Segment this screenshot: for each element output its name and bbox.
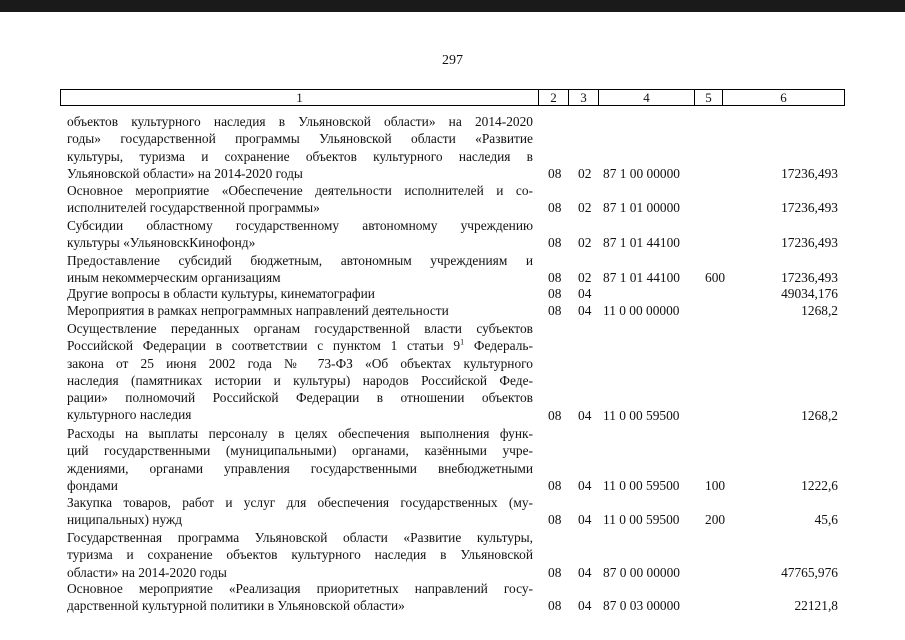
row-description (67, 252, 533, 287)
section-code: 08 (548, 564, 562, 580)
description-line-tail: Федераль- (464, 338, 533, 354)
description-line: рации» полномочий Российской Федерации в отношении объектов (67, 390, 533, 406)
row-description (67, 529, 533, 581)
description-line: Мероприятия в рамках непрограммных направлений деятельности (67, 303, 449, 318)
amount: 1268,2 (801, 303, 838, 318)
section-code: 08 (548, 165, 562, 181)
section-code: 08 (548, 512, 562, 528)
row-description (67, 182, 533, 217)
subsection-code: 04 (578, 477, 592, 493)
description-line: культуры «УльяновскКинофонд» (67, 235, 256, 251)
section-code: 08 (548, 407, 562, 423)
description-line: наследия (памятниках истории и культуры) народов Российской Феде- (67, 372, 533, 388)
section-code: 08 (548, 477, 562, 493)
description-line: Другие вопросы в области культуры, кинематографии (67, 286, 375, 301)
subsection-code: 02 (578, 235, 592, 251)
subsection-code: 04 (578, 598, 592, 614)
description-line: Основное мероприятие «Реализация приоритетных направлений госу- (67, 581, 533, 596)
description-line: ждениями, органами управления государственными внебюджетными (67, 460, 533, 476)
subsection-code: 04 (578, 564, 592, 580)
section-code: 08 (548, 303, 562, 318)
description-line: Государственная программа Ульяновской области «Развитие культуры, (67, 530, 533, 545)
expense-type-code: 200 (705, 512, 726, 528)
description-line: закона от 25 июня 2002 года № 73-ФЗ «Об объектах культурного (67, 355, 533, 371)
target-article-code: 11 0 00 59500 (603, 407, 680, 423)
header-col-2: 2 (539, 90, 569, 105)
section-code: 08 (548, 235, 562, 251)
target-article-code: 87 1 00 00000 (603, 165, 680, 181)
description-line: объектов культурного наследия в Ульяновской области» на 2014-2020 (67, 114, 533, 129)
header-col-4: 4 (599, 90, 695, 105)
target-article-code: 11 0 00 00000 (603, 303, 680, 318)
description-line: культурного наследия (67, 407, 192, 423)
target-article-code: 87 1 01 44100 (603, 270, 680, 286)
target-article-code: 11 0 00 59500 (603, 512, 680, 528)
amount: 17236,493 (781, 200, 838, 216)
description-line: Основное мероприятие «Обеспечение деятельности исполнителей и со- (67, 183, 533, 198)
description-line: Закупка товаров, работ и услуг для обеспечения государственных (му- (67, 495, 533, 510)
target-article-code: 87 0 00 00000 (603, 564, 680, 580)
header-col-6: 6 (780, 90, 787, 105)
description-line: Субсидии областному государственному автономному учреждению (67, 218, 533, 233)
section-code: 08 (548, 200, 562, 216)
description-line: годы» государственной программы Ульяновской области «Развитие (67, 131, 533, 147)
target-article-code: 87 1 01 44100 (603, 235, 680, 251)
amount: 1268,2 (801, 407, 838, 423)
expense-type-code: 100 (705, 477, 726, 493)
subsection-code: 04 (578, 286, 592, 301)
subsection-code: 02 (578, 270, 592, 286)
subsection-code: 02 (578, 200, 592, 216)
row-description (67, 302, 533, 319)
target-article-code: 87 1 01 00000 (603, 200, 680, 216)
description-line: Осуществление переданных органам государственной власти субъектов (67, 321, 533, 336)
description-line: туризма и сохранение объектов культурного наследия в Ульяновской (67, 547, 533, 563)
section-code: 08 (548, 270, 562, 286)
description-line: ниципальных) нужд (67, 512, 183, 528)
amount: 17236,493 (781, 270, 838, 286)
description-line: иным некоммерческим организациям (67, 270, 281, 286)
subsection-code: 02 (578, 165, 592, 181)
target-article-code: 87 0 03 00000 (603, 598, 680, 614)
header-col-5: 5 (695, 90, 723, 105)
page-number: 297 (442, 53, 463, 68)
row-description (67, 285, 533, 302)
expense-type-code: 600 (705, 270, 726, 286)
description-line: культуры, туризма и сохранение объектов культурного наследия в (67, 148, 533, 164)
amount: 47765,976 (781, 564, 838, 580)
amount: 45,6 (814, 512, 838, 528)
header-col-3: 3 (569, 90, 599, 105)
section-code: 08 (548, 286, 562, 301)
row-description (67, 494, 533, 529)
row-description (67, 320, 533, 424)
subsection-code: 04 (578, 512, 592, 528)
description-line: фондами (67, 477, 118, 493)
footnote-superscript: 1 (460, 337, 465, 347)
description-line: Предоставление субсидий бюджетным, автономным учреждениям и (67, 253, 533, 268)
description-line: области» на 2014-2020 годы (67, 564, 227, 580)
row-description (67, 113, 533, 182)
amount: 1222,6 (801, 477, 838, 493)
subsection-code: 04 (578, 407, 592, 423)
amount: 17236,493 (781, 235, 838, 251)
description-line: Ульяновской области» на 2014-2020 годы (67, 165, 303, 181)
header-col-1: 1 (61, 90, 539, 105)
description-line: Расходы на выплаты персоналу в целях обеспечения выполнения функ- (67, 426, 533, 441)
description-line: дарственной культурной политики в Ульяновской области» (67, 598, 405, 614)
subsection-code: 04 (578, 303, 592, 318)
amount: 22121,8 (794, 598, 838, 614)
description-line: ций государственными (муниципальными) органами, казёнными учре- (67, 443, 533, 459)
target-article-code: 11 0 00 59500 (603, 477, 680, 493)
description-line: исполнителей государственной программы» (67, 200, 320, 216)
section-code: 08 (548, 598, 562, 614)
description-line: Российской Федерации в соответствии с пунктом 1 статьи $9^1$ Федераль- (67, 337, 533, 354)
amount: 49034,176 (781, 286, 838, 301)
amount: 17236,493 (781, 165, 838, 181)
row-description (67, 217, 533, 252)
row-description (67, 580, 533, 615)
row-description (67, 425, 533, 494)
